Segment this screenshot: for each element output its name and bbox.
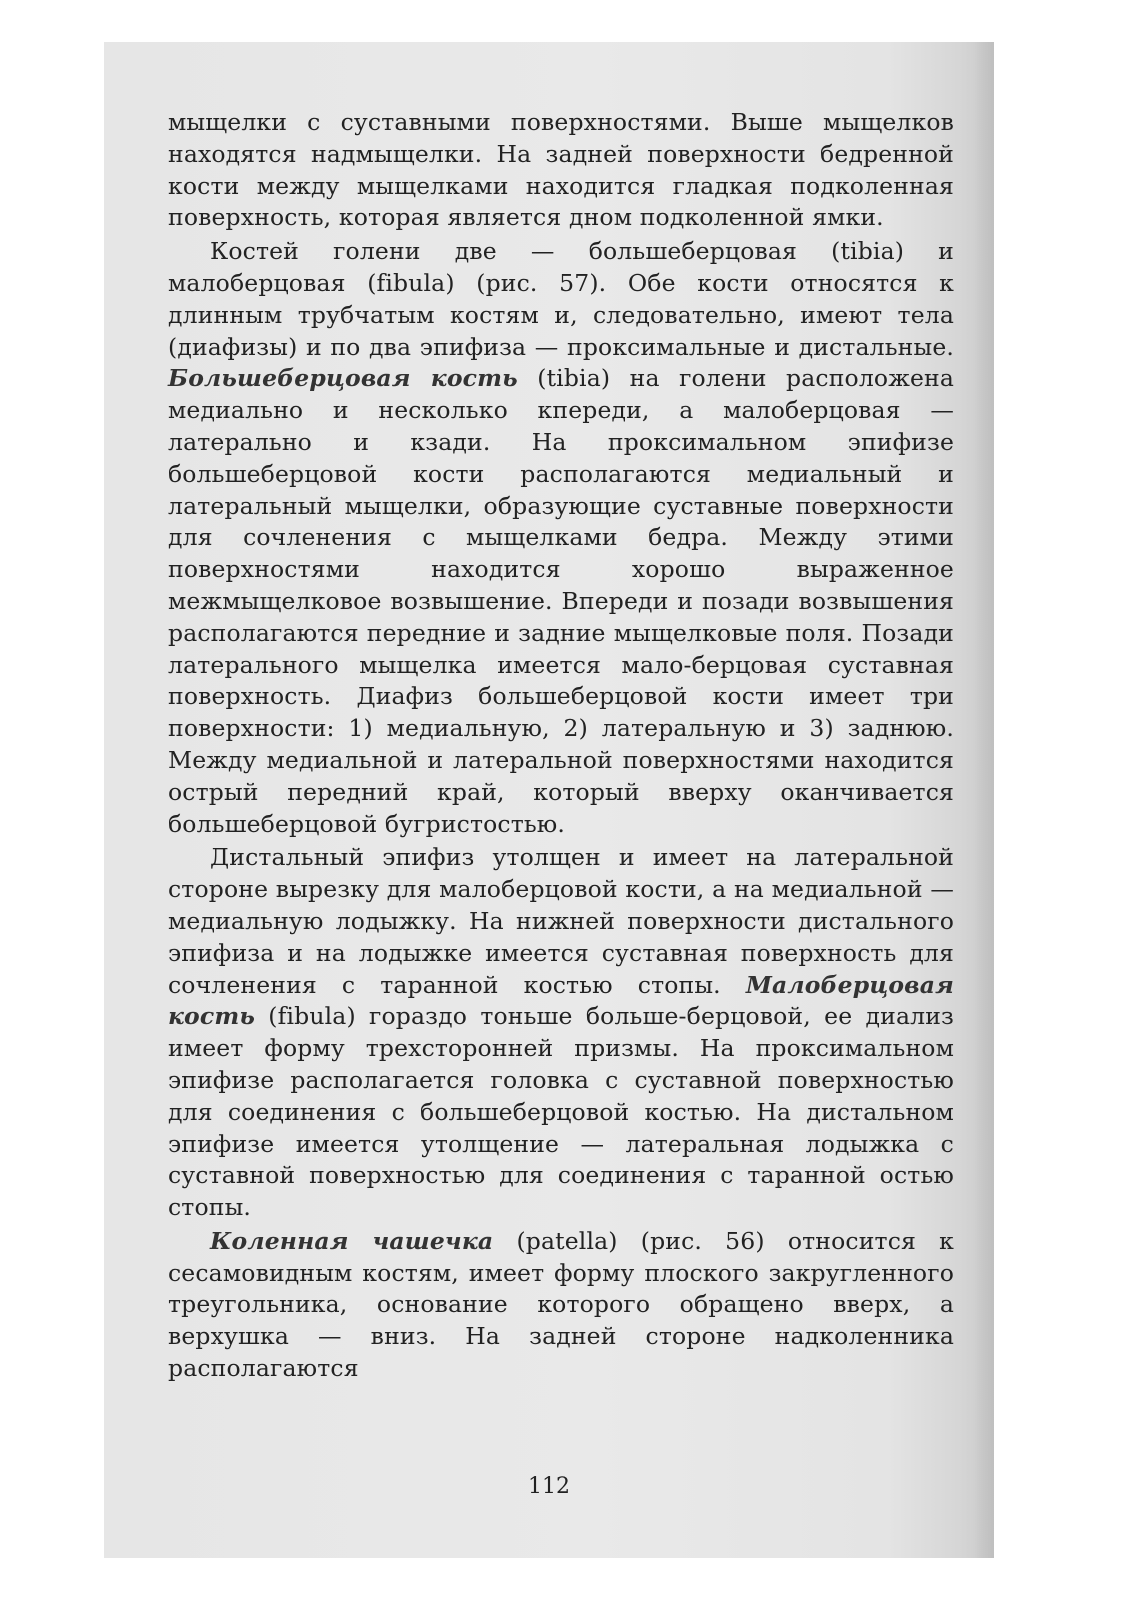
term-patella: Коленная чашечка	[210, 1226, 494, 1255]
paragraph-text: (tibia) на голени расположена медиально и несколько кпереди, а малоберцовая — латерально и кзади. На проксимальном эпифизе большеберцовой кости располагаются медиальный и латеральный мыщелки, образующие суставные поверхности для сочленения с мыщелками бедра. Между этими поверхностями находится хорошо выраженное межмыщелковое возвышение. Впереди и позади возвышения располагаются передние и задние мыщелковые поля. Позади латерального мыщелка имеется мало-берцовая суставная поверхность. Диафиз большеберцовой кости имеет три поверхности: 1) медиальную, 2) латеральную и 3) заднюю. Между медиальной и латеральной поверхностями находится острый передний край, который вверху оканчивается большеберцовой бугристостью.	[168, 364, 954, 838]
paragraph-text: Костей голени две — большеберцовая (tibia) и малоберцовая (fibula) (рис. 57). Обе кости относятся к длинным трубчатым костям и, следовательно, имеют тела (диафизы) и по два эпифиза — проксимальные и дистальные.	[168, 237, 954, 361]
paragraph-text: Дистальный эпифиз утолщен и имеет на латеральной стороне вырезку для малоберцовой кости, а на медиальной — медиальную лодыжку. На нижней поверхности дистального эпифиза и на лодыжке имеется суставная поверхность для сочленения с таранной костью стопы.	[168, 843, 954, 999]
term-fibula: Малоберцовая кость	[168, 970, 954, 1031]
paragraph-3	[168, 842, 954, 1224]
paragraph-text: (fibula) гораздо тоньше больше-берцовой, ее диализ имеет форму трехсторонней призмы. На проксимальном эпифизе располагается головка с суставной поверхностью для соединения с большеберцовой костью. На дистальном эпифизе имеется утолщение — латеральная лодыжка с суставной поверхностью для соединения с таранной остью стопы.	[168, 1002, 954, 1222]
paragraph-text: (patella) (рис. 56) относится к сесамовидным костям, имеет форму плоского закругленного треугольника, основание которого обращено вверх, а верхушка — вниз. На задней стороне надколенника располагаются	[168, 1226, 954, 1383]
scanned-page	[104, 42, 994, 1558]
paragraph-1	[168, 107, 954, 234]
paragraph-4	[168, 1226, 954, 1385]
body-text	[168, 107, 954, 1385]
term-tibia: Большеберцовая кость	[168, 364, 518, 393]
paragraph-text: мыщелки с суставными поверхностями. Выше мыщелков находятся надмыщелки. На задней поверхности бедренной кости между мыщелками находится гладкая подколенная поверхность, которая является дном подколенной ямки.	[168, 108, 954, 232]
page-number: 112	[528, 1474, 570, 1499]
page-edge-shadow	[974, 42, 994, 1558]
paragraph-2	[168, 236, 954, 840]
